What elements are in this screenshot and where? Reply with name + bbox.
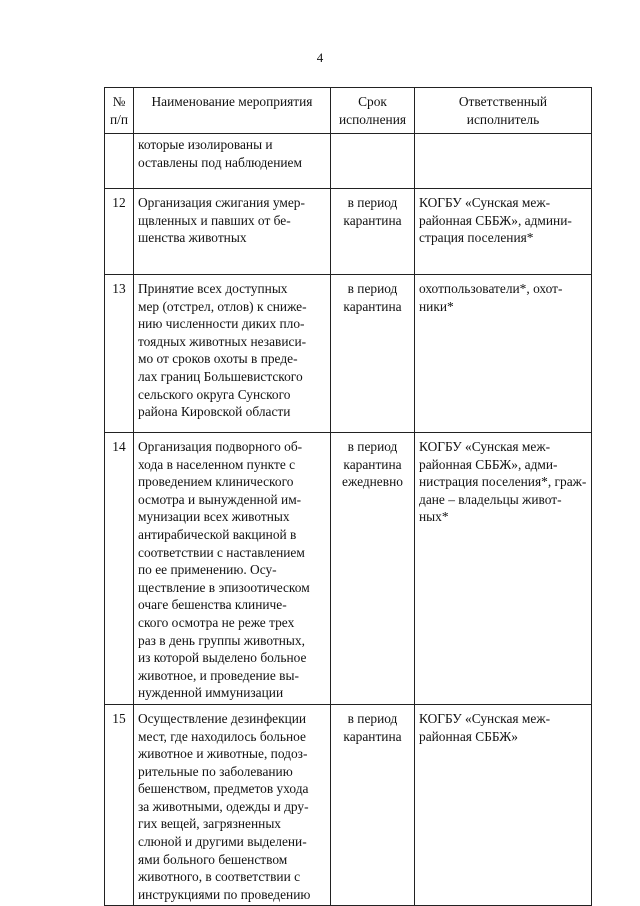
header-name: Наименование мероприятия xyxy=(134,88,331,134)
row-responsible: охотпользователи*, охот- ники* xyxy=(415,275,592,433)
row-number: 14 xyxy=(105,433,134,705)
row-term: в период карантина xyxy=(331,704,415,906)
row-term xyxy=(331,134,415,189)
header-number-symbol: № xyxy=(112,94,126,109)
header-number-subscript: п/п xyxy=(109,111,129,127)
row-number: 15 xyxy=(105,704,134,906)
header-responsible: Ответственный исполнитель xyxy=(415,88,592,134)
table-row xyxy=(105,704,592,906)
row-responsible: КОГБУ «Сунская меж- районная СББЖ», админи- страция поселения* xyxy=(415,189,592,275)
measures-table xyxy=(104,87,592,906)
row-measure: Организация подворного об- хода в населенном пункте с проведением клинического осмотра и вынужденной им- мунизации всех животных антирабической вакциной в соответствии с наставлением по ее применению. Осу- ществление в эпизоотическом очаге бешенства клиниче- ского осмотра не реже трех раз в день группы животных, из которой выделено больное животное, и проведение вы- нужденной иммунизации xyxy=(134,433,331,705)
table-row xyxy=(105,189,592,275)
row-responsible: КОГБУ «Сунская меж- районная СББЖ» xyxy=(415,704,592,906)
row-term: в период карантина ежедневно xyxy=(331,433,415,705)
row-measure: Осуществление дезинфекции мест, где находилось больное животное и животные, подоз- рительные по заболеванию бешенством, предметов ухода за животными, одежды и дру- гих вещей, загрязненных слюной и другими выделени- ями больного бешенством животного, в соответствии с инструкциями по проведению xyxy=(134,704,331,906)
row-responsible xyxy=(415,134,592,189)
table-row xyxy=(105,275,592,433)
table-header-row xyxy=(105,88,592,134)
row-measure: Организация сжигания умер- щвленных и павших от бе- шенства животных xyxy=(134,189,331,275)
row-term: в период карантина xyxy=(331,275,415,433)
row-term: в период карантина xyxy=(331,189,415,275)
row-responsible: КОГБУ «Сунская меж- районная СББЖ», адми- нистрация поселения*, граж- дане – владельцы живот- ных* xyxy=(415,433,592,705)
table-row xyxy=(105,134,592,189)
row-number: 13 xyxy=(105,275,134,433)
header-number xyxy=(105,88,134,134)
row-measure: Принятие всех доступных мер (отстрел, отлов) к сниже- нию численности диких пло- тоядных животных независи- мо от сроков охоты в преде- лах границ Большевистского сельского округа Сунского района Кировской области xyxy=(134,275,331,433)
page-number: 4 xyxy=(316,50,324,65)
header-term: Срок исполнения xyxy=(331,88,415,134)
row-measure: которые изолированы и оставлены под наблюдением xyxy=(134,134,331,189)
row-number xyxy=(105,134,134,189)
table-row xyxy=(105,433,592,705)
row-number: 12 xyxy=(105,189,134,275)
